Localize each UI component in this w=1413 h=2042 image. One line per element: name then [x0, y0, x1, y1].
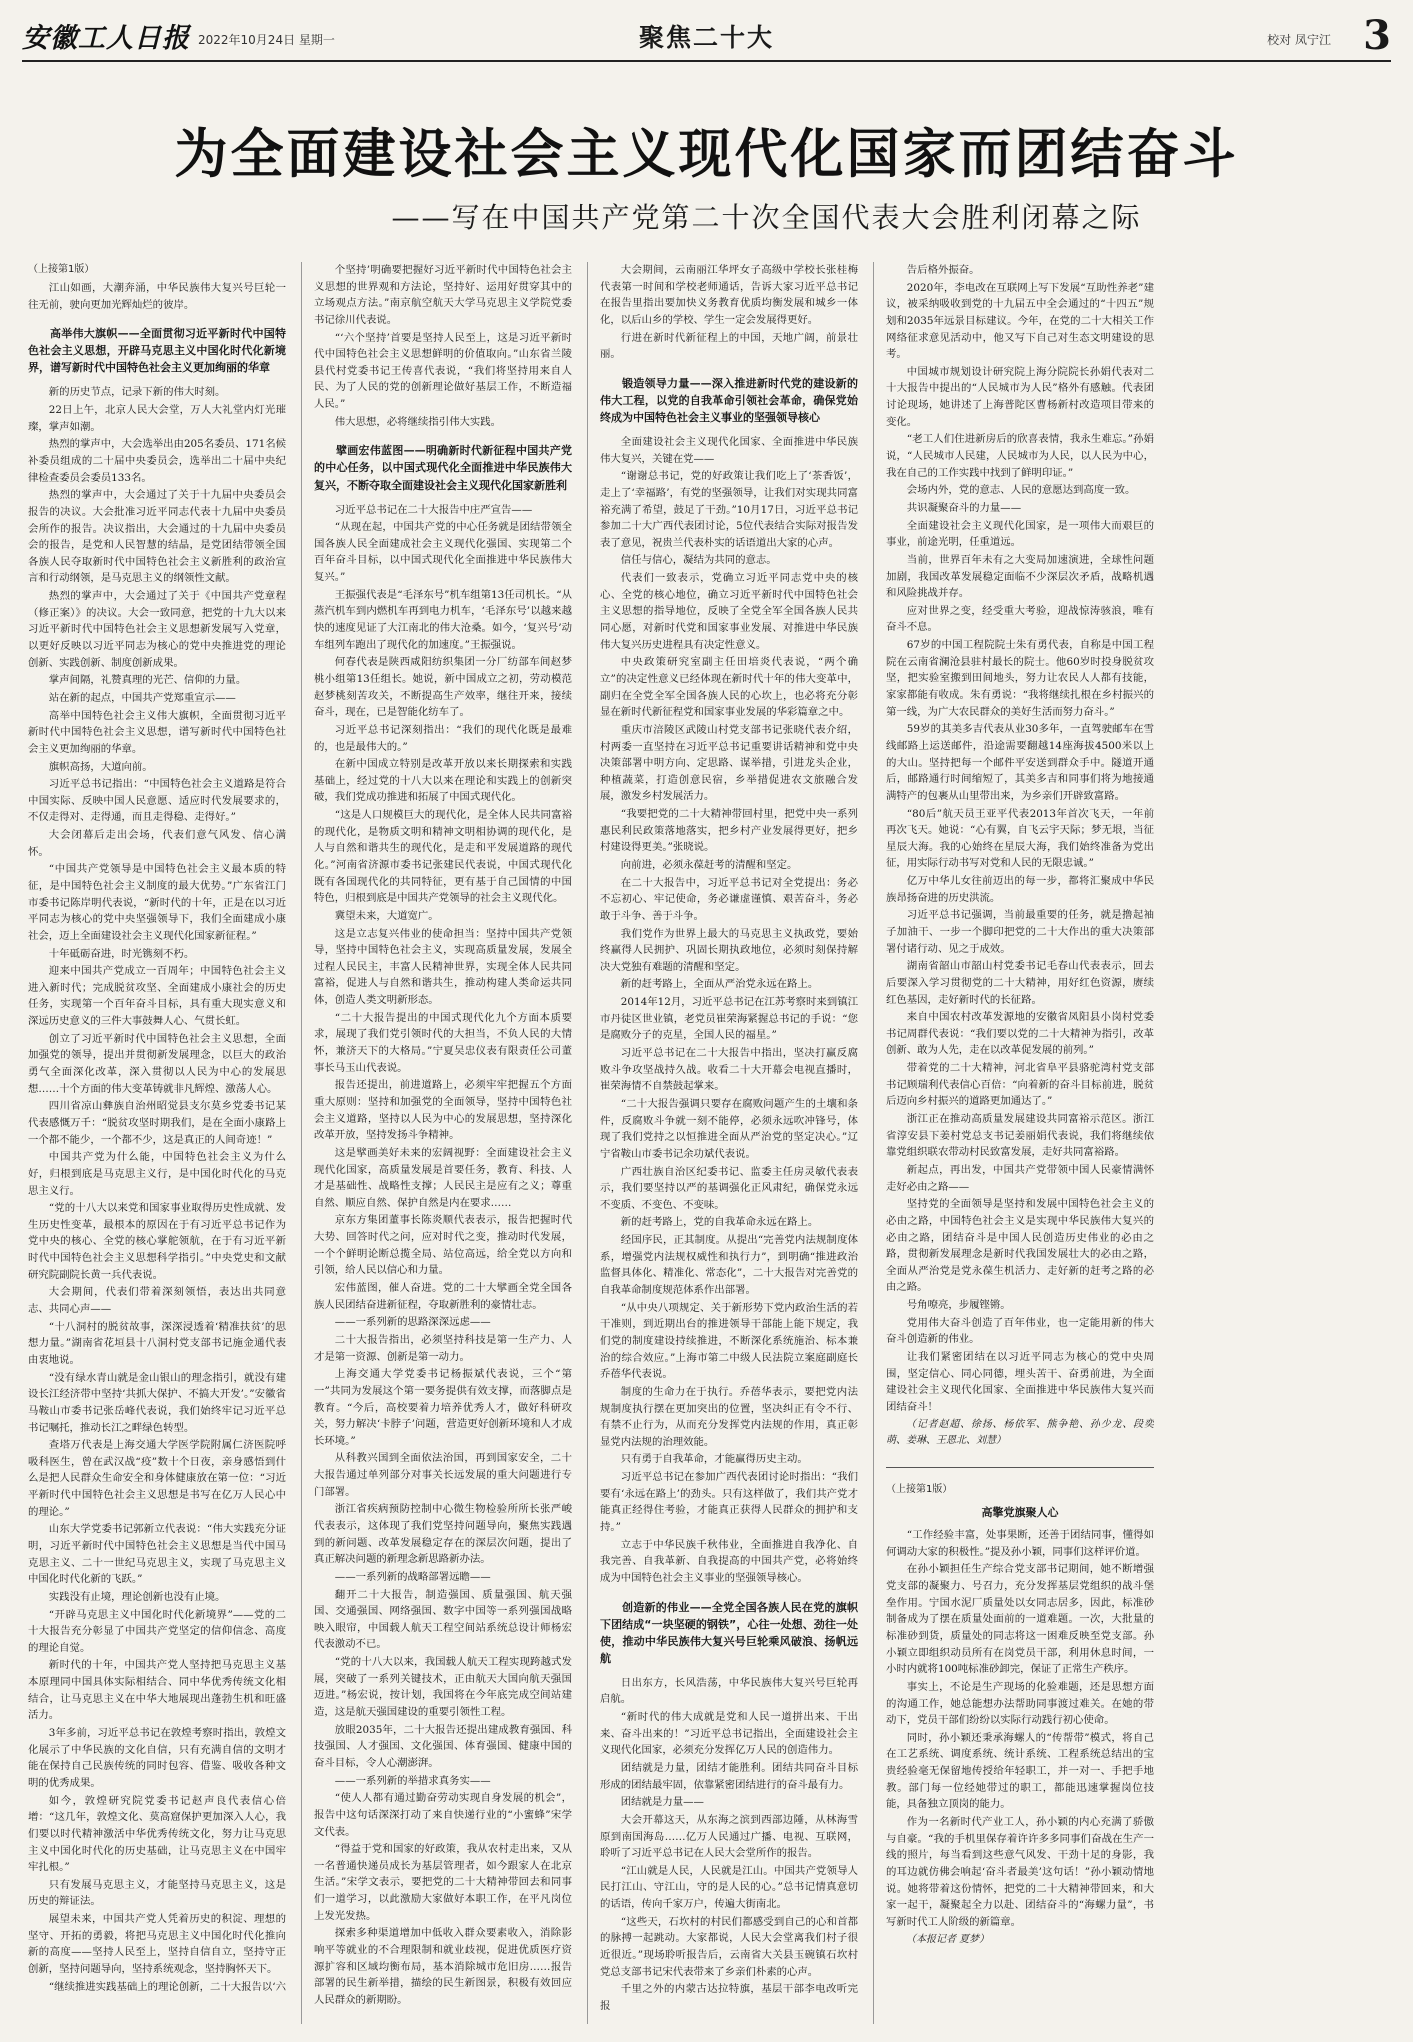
paragraph: 山东大学党委书记郭新立代表说：“伟大实践充分证明，习近平新时代中国特色社会主义思想是当代中国马克思主义、二十一世纪马克思主义，实现了马克思主义中国化时代化新的飞跃。” — [28, 1523, 286, 1586]
paragraph: 王振强代表是“毛泽东号”机车组第13任司机长。“从蒸汽机车到内燃机车再到电力机车，‘毛泽东号’以越来越快的速度见证了大江南北的伟大沧桑。如今，‘复兴号’动车组列车跑出了现代化的加速度。”王振强说。 — [314, 588, 572, 651]
article-subheadline: ——写在中国共产党第二十次全国代表大会胜利闭幕之际 — [391, 201, 1142, 234]
paragraph: 习近平总书记在参加广西代表团讨论时指出：“我们要有‘永远在路上’的劲头。只有这样做了，我们共产党才能真正经得住考验，才能真正获得人民群众的拥护和支持。” — [600, 1471, 858, 1533]
paragraph: 习近平总书记强调，当前最重要的任务，就是撸起袖子加油干、一步一个脚印把党的二十大作出的重大决策部署付诸行动、见之于成效。 — [886, 909, 1154, 955]
side-story-title: 高擎党旗聚人心 — [981, 1505, 1059, 1519]
paragraph: 全面建设社会主义现代化国家、全面推进中华民族伟大复兴，关键在党—— — [600, 435, 858, 465]
paragraph: 59岁的其美多吉代表从业30多年，一直驾驶邮车在雪线邮路上运送邮件，沿途需要翻越14座海拔4500米以上的大山。坚持把每一个邮件平安送到群众手中。隧道开通后，邮路通行时间缩短了，其美多吉和同事们将为地接通满特产的包裹从山里带出来，为乡亲们开辟致富路。 — [886, 723, 1154, 802]
paragraph: 习近平总书记深刻指出：“我们的现代化既是最难的，也是最伟大的。” — [314, 723, 572, 753]
paragraph: “继续推进实践基础上的理论创新，二十大报告以‘六 — [48, 1980, 286, 1993]
paragraph: 党用伟大奋斗创造了百年伟业，也一定能用新的伟大奋斗创造新的伟业。 — [886, 1316, 1154, 1346]
paragraph: “新时代的伟大成就是党和人民一道拼出来、干出来、奋斗出来的！”习近平总书记指出，全面建设社会主义现代化国家，必须充分发挥亿万人民的创造伟力。 — [600, 1711, 858, 1757]
paragraph: 热烈的掌声中，大会通过了关于十九届中央委员会报告的决议。大会批准习近平同志代表十九届中央委员会所作的报告。决议指出，大会通过的十九届中央委员会的报告，是党和人民智慧的结晶，是党团结带领全国各族人民夺取新时代中国特色社会主义新胜利的政治宣言和行动纲领，是马克思主义的纲领性文献。 — [28, 489, 286, 585]
section-heading: 锻造领导力量——深入推进新时代党的建设新的伟大工程，以党的自我革命引领社会革命，确保党始终成为中国特色社会主义事业的坚强领导核心 — [600, 376, 858, 424]
section-title: 聚焦二十大 — [638, 23, 774, 52]
section-heading: 擘画宏伟蓝图——明确新时代新征程中国共产党的中心任务，以中国式现代化全面推进中华民族伟大复兴，不断夺取全面建设社会主义现代化国家新胜利 — [314, 444, 572, 492]
paragraph: 制度的生命力在于执行。乔蓓华表示，要把党内法规制度执行摆在更加突出的位置，坚决纠正有令不行、有禁不止行为，从而充分发挥党内法规的作用，真正彰显党内法规的治理效能。 — [600, 1385, 858, 1448]
paragraph: 站在新的起点，中国共产党郑重宣示—— — [48, 691, 236, 704]
article-headline: 为全面建设社会主义现代化国家而团结奋斗 — [174, 124, 1239, 185]
paragraph: 22日上午，北京人民大会堂，万人大礼堂内灯光璀璨，掌声如潮。 — [28, 404, 286, 433]
paragraph: 立志于中华民族千秋伟业，全面推进自我净化、自我完善、自我革新、自我提高的中国共产党，必将始终成为中国特色社会主义事业的坚强领导核心。 — [600, 1538, 858, 1584]
paragraph: “中国共产党领导是中国特色社会主义最本质的特征，是中国特色社会主义制度的最大优势。”广东省江门市委书记陈岸明代表说，“新时代的十年，正是在以习近平同志为核心的党中央坚强领导下，我们全面建成小康社会，迈上全面建设社会主义现代化国家新征程。” — [28, 863, 286, 942]
paragraph: “党的十八大以来党和国家事业取得历史性成就、发生历史性变革，最根本的原因在于有习近平总书记作为党中央的核心、全党的核心掌舵领航，在于有习近平新时代中国特色社会主义思想科学指引。”中央党史和文献研究院副院长黄一兵代表说。 — [28, 1202, 286, 1281]
paragraph: 报告还提出，前进道路上，必须牢牢把握五个方面重大原则：坚持和加强党的全面领导，坚持中国特色社会主义道路，坚持以人民为中心的发展思想，坚持深化改革开放，坚持发扬斗争精神。 — [314, 1079, 572, 1142]
paragraph: 冀望未来，大道宽广。 — [334, 909, 439, 922]
paragraph: 代表们一致表示，党确立习近平同志党中央的核心、全党的核心地位，确立习近平新时代中国特色社会主义思想的指导地位，反映了全党全军全国各族人民共同心愿，对新时代党和国家事业发展、对推进中华民族伟大复兴历史进程具有决定性意义。 — [600, 572, 858, 651]
paragraph: 这是立志复兴伟业的使命担当：坚持中国共产党领导，坚持中国特色社会主义，实现高质量发展，发展全过程人民民主，丰富人民精神世界，实现全体人民共同富裕，促进人与自然和谐共生，推动构建人类命运共同体，创造人类文明新形态。 — [314, 927, 572, 1007]
paragraph: 浙江省疾病预防控制中心微生物检验所所长张严峻代表表示，这体现了我们党坚持问题导向，聚焦实践遇到的新问题、改革发展稳定存在的深层次问题，提出了真正解决问题的新理念新思路新办法。 — [314, 1503, 572, 1566]
paragraph: 掌声间隔，礼赞真理的光芒、信仰的力量。 — [48, 674, 247, 687]
paragraph: 事实上，不论是生产现场的化验难题，还是思想方面的沟通工作，她总能想办法帮助同事渡过难关。在她的带动下，党员干部们纷纷以实际行动践行初心使命。 — [886, 1680, 1154, 1727]
paragraph: ——一系列新的思路深深远虑—— — [334, 1316, 491, 1329]
paragraph: “党的十八大以来，我国载人航天工程实现跨越式发展，突破了一系列关键技术，正由航天大国向航天强国迈进。”杨宏说，按计划，我国将在今年底完成空间站建造，这是航天强国建设的重要引领性工程。 — [314, 1656, 572, 1719]
paragraph: 告后格外振奋。 — [906, 264, 980, 276]
paragraph: 新时代的十年，中国共产党人坚持把马克思主义基本原理同中国具体实际相结合、同中华优秀传统文化相结合，让马克思主义在中华大地展现出蓬勃生机和旺盛活力。 — [28, 1659, 286, 1722]
paragraph: 让我们紧密团结在以习近平同志为核心的党中央周围，坚定信心、同心同德，埋头苦干、奋勇前进，为全面建设社会主义现代化国家、全面推进中华民族伟大复兴而团结奋斗！ — [886, 1351, 1154, 1413]
article-column-1 — [28, 262, 286, 2024]
newspaper-logo: 安徽工人日报 — [22, 23, 190, 54]
issue-date: 2022年10月24日 星期一 — [198, 33, 335, 47]
paragraph: “谢谢总书记，党的好政策让我们吃上了‘茶香饭’，走上了‘幸福路’，有党的坚强领导，让我们对实现共同富裕充满了希望，鼓足了干劲。”10月17日，习近平总书记参加二十大广西代表团讨论，5位代表结合实际对报告发表了意见，祝贵兰代表朴实的话语道出大家的心声。 — [600, 470, 858, 549]
paragraph: 只有发展马克思主义，才能坚持马克思主义，这是历史的辩证法。 — [28, 1878, 286, 1908]
paragraph: 中央政策研究室副主任田培炎代表说，“两个确立”的决定性意义已经体现在新时代十年的伟大变革中，副归在全党全军全国各族人民的心坎上，也必将充分彰显在新时代新征程党和国家事业发展的华彩篇章之中。 — [600, 656, 858, 719]
paragraph: “老工人们住进新房后的欣喜表情，我永生难忘。”孙娟说，“人民城市人民建，人民城市为人民，以人民为中心，我在自己的工作实践中找到了鲜明印证。” — [886, 433, 1154, 479]
section-heading: 高举伟大旗帜——全面贯彻习近平新时代中国特色社会主义思想，开辟马克思主义中国化时代化新境界，谱写新时代中国特色社会主义更加绚丽的华章 — [28, 327, 286, 375]
paragraph: “我要把党的二十大精神带回村里，把党中央一系列惠民利民政策落地落实，把乡村产业发展得更好，把乡村建设得更美。”张晓说。 — [600, 808, 858, 854]
paragraph: “开辟马克思主义中国化时代化新境界”——党的二十大报告充分彰显了中国共产党坚定的信仰信念、高度的理论自觉。 — [28, 1608, 286, 1654]
paragraph: 上海交通大学党委书记杨振斌代表说，三个“第一”共同为发展这个第一要务提供有效支撑，而落脚点是教育。“今后，高校要着力培养优秀人才，做好科研攻关，努力解决‘卡脖子’问题，营造更好创新环境和人才成长环境。” — [314, 1368, 572, 1447]
paragraph: “二十大报告强调只要存在腐败问题产生的土壤和条件，反腐败斗争就一刻不能停，必须永远吹冲锋号，体现了我们党持之以恒推进全面从严治党的坚定决心。”辽宁省鞍山市委书记余功斌代表说。 — [600, 1097, 858, 1160]
paragraph: 在二十大报告中，习近平总书记对全党提出：务必不忘初心、牢记使命，务必谦虚谨慎、艰苦奋斗，务必敢于斗争、善于斗争。 — [600, 876, 858, 922]
paragraph: “80后”航天员王亚平代表2013年首次飞天，一年前再次飞天。她说：“心有翼，自飞云宇天际；梦无垠，当征星辰大海。我的心始终在星辰大海，我们始终准备为党出征，用实际行动书写对党和人民的无限忠诚。” — [886, 807, 1154, 870]
paragraph: 迎来中国共产党成立一百周年；中国特色社会主义进入新时代；完成脱贫攻坚、全面建成小康社会的历史任务，实现第一个百年奋斗目标，具有重大现实意义和深远历史意义的三件大事鼓舞人心、气贯长虹。 — [28, 965, 286, 1028]
paragraph: “没有绿水青山就是金山银山的理念指引，就没有建设长江经济带中坚持‘共抓大保护、不搞大开发’。”安徽省马鞍山市委书记张岳峰代表说，我们始终牢记习近平总书记嘱托，推动长江之畔绿色转型。 — [28, 1371, 286, 1434]
paragraph: 热烈的掌声中，大会选举出由205名委员、171名候补委员组成的二十届中央委员会，选举出二十届中央纪律检查委员会委员133名。 — [28, 438, 286, 484]
paragraph: 京东方集团董事长陈炎顺代表表示，报告把握时代大势、回答时代之问，应对时代之变，推动时代发展，一个个鲜明论断总揽全局、站位高远，给全党以方向和引领，给人民以信心和力量。 — [314, 1214, 572, 1277]
paragraph: 大会闭幕后走出会场，代表们意气风发、信心满怀。 — [28, 829, 286, 858]
paragraph: 创立了习近平新时代中国特色社会主义思想，全面加强党的领导，提出并贯彻新发展理念，以巨大的政治勇气全面深化改革，深入贯彻以人民为中心的发展思想……十个方面的伟大变革铸就非凡辉煌、激荡人心。 — [28, 1032, 286, 1095]
paragraph: 旗帜高扬，大道向前。 — [48, 760, 153, 773]
paragraph: 只有勇于自我革命，才能赢得历史主动。 — [620, 1453, 808, 1466]
column-divider — [587, 262, 588, 2024]
paragraph: 作为一名新时代产业工人，孙小颖的内心充满了骄傲与自豪。“我的手机里保存着许许多多同事们奋战在生产一线的照片，每当看到这些意气风发、干劲十足的身影，我的耳边就仿佛会响起‘奋斗者最美’这句话！”孙小颖动情地说。她将带着这份情怀，把党的二十大精神带回来，和大家一起干，凝聚起全力以赴、团结奋斗的“海螺力量”，书写新时代工人阶级的新篇章。 — [886, 1816, 1154, 1928]
paragraph: 全面建设社会主义现代化国家，是一项伟大而艰巨的事业，前途光明，任重道远。 — [886, 519, 1154, 549]
paragraph: 新起点，再出发，中国共产党带领中国人民豪情满怀走好必由之路—— — [886, 1163, 1154, 1193]
paragraph: 热烈的掌声中，大会通过了关于《中国共产党章程（修正案）》的决议。大会一致同意，把党的十九大以来习近平新时代中国特色社会主义思想新发展写入党章，以更好反映以习近平同志为核心的党中央推进党的理论创新、实践创新、制度创新成果。 — [28, 590, 286, 669]
paragraph: 行进在新时代新征程上的中国，天地广阔，前景壮丽。 — [600, 331, 858, 361]
paragraph: 翻开二十大报告，制造强国、质量强国、航天强国、交通强国、网络强国、数字中国等一系列强国战略映入眼帘，中国载人航天工程空间站系统总设计师杨宏代表激动不已。 — [314, 1588, 572, 1651]
paragraph: 浙江正在推动高质量发展建设共同富裕示范区。浙江省淳安县下姜村党总支书记姜丽娟代表说，我们将继续依靠党组织联农带动村民致富发展，走好共同富裕路。 — [886, 1113, 1154, 1159]
paragraph: 在新中国成立特别是改革开放以来长期探索和实践基础上，经过党的十八大以来在理论和实践上的创新突破，我们党成功推进和拓展了中国式现代化。 — [314, 758, 572, 804]
paragraph: “使人人都有通过勤奋劳动实现自身发展的机会”，报告中这句话深深打动了来自快递行业的“小蜜蜂”宋学文代表。 — [314, 1792, 572, 1838]
paragraph: 湖南省韶山市韶山村党委书记毛春山代表表示，回去后要深入学习贯彻党的二十大精神，用好红色资源，赓续红色基因，走好新时代的长征路。 — [886, 960, 1154, 1006]
paragraph: 应对世界之变，经受重大考验，迎战惊涛骇浪，唯有奋斗不息。 — [886, 604, 1154, 634]
paragraph: 向前进，必须永葆赶考的清醒和坚定。 — [620, 859, 798, 871]
paragraph: 大会期间，云南丽江华坪女子高级中学校长张桂梅代表第一时间和学校老师通话，告诉大家习近平总书记在报告里指出要加快义务教育优质均衡发展和城乡一体化，以后山乡的学校、学生一定会发展得更好。 — [600, 264, 858, 326]
paragraph: “江山就是人民，人民就是江山。中国共产党领导人民打江山、守江山，守的是人民的心。”总书记情真意切的话语，传向千家万户，传遍大街南北。 — [600, 1864, 858, 1911]
masthead — [22, 12, 1391, 59]
column-divider — [873, 262, 874, 2024]
paragraph: 习近平总书记在二十大报告中庄严宣告—— — [334, 503, 533, 516]
paragraph: 十年砥砺奋进，时光镌刻不朽。 — [48, 947, 195, 960]
paragraph: “从中央八项规定、关于新形势下党内政治生活的若干准则，到近期出台的推进领导干部能上能下规定，我们党的制度建设持续推进，不断深化系统施治、标本兼治的综合效应。”上海市第二中级人民法院立案庭副庭长乔蓓华代表说。 — [600, 1301, 858, 1381]
paragraph: 大会开幕这天，从东海之滨到西部边陲，从林海雪原到南国海岛……亿万人民通过广播、电视、互联网，聆听了习近平总书记在人民大会堂所作的报告。 — [600, 1813, 858, 1860]
paragraph: 信任与信心，凝结为共同的意志。 — [620, 554, 777, 567]
page-number: 3 — [1363, 12, 1391, 59]
paragraph: 日出东方，长风浩荡，中华民族伟大复兴号巨轮再启航。 — [600, 1676, 858, 1706]
paragraph: 重庆市涪陵区武陵山村党支部书记张晓代表介绍，村两委一直坚持在习近平总书记重要讲话精神和党中央决策部署中明方向、定思路、谋举措，引进龙头企业，种植蔬菜，打造创意民宿，乡举措促进农文旅融合发展，激发乡村发展活力。 — [600, 723, 858, 803]
paragraph: 新的历史节点，记录下新的伟大时刻。 — [48, 386, 226, 399]
paragraph: “这是人口规模巨大的现代化，是全体人民共同富裕的现代化，是物质文明和精神文明相协调的现代化，是人与自然和谐共生的现代化，是走和平发展道路的现代化。”河南省济源市委书记张建民代表说，中国式现代化既有各国现代化的共同特征，更有基于自己国情的中国特色，归根到底是中国共产党领导的社会主义现代化。 — [314, 809, 572, 905]
paragraph: “得益于党和国家的好政策，我从农村走出来，又从一名普通快递员成长为基层管理者，如今跟家人在北京生活。”宋学文表示，要把党的二十大精神带回去和同事们一道学习，以此激励大家做好本职工作，在平凡岗位上发光发热。 — [314, 1843, 572, 1922]
paragraph: “工作经验丰富，处事果断，还善于团结同事，懂得如何调动大家的积极性。”提及孙小颖，同事们这样评价道。 — [886, 1529, 1154, 1558]
paragraph: 2020年，李电改在互联网上写下发展“互助性养老”建议，被采纳吸收到党的十九届五中全会通过的“十四五”规划和2035年远景目标建议。今年，在党的二十大相关工作网络征求意见活动中，他又写下自己对生态文明建设的思考。 — [886, 281, 1154, 361]
paragraph: 伟大思想，必将继续指引伟大实践。 — [334, 415, 502, 428]
paragraph: 如今，敦煌研究院党委书记赵声良代表信心倍增：“这几年，敦煌文化、莫高窟保护更加深入人心，我们要以时代精神激活中华优秀传统文化，努力让马克思主义中国化时代化的历史基础，让马克思主义在中国牢牢扎根。” — [28, 1794, 286, 1874]
paragraph: 团结就是力量—— — [620, 1796, 704, 1809]
paragraph: 千里之外的内蒙古达拉特旗，基层干部李电改听完报 — [600, 1983, 858, 2012]
paragraph: 同时，孙小颖还秉承海螺人的“传帮带”模式，将自己在工艺系统、调度系统、统计系统、工程系统总结出的宝贵经验毫无保留地传授给年轻职工，并一对一、手把手地教。部门每一位经她带过的职工，都能迅速掌握岗位技能，具备独立顶岗的能力。 — [886, 1731, 1154, 1811]
section-heading: 创造新的伟业——全党全国各族人民在党的旗帜下团结成“一块坚硬的钢铁”，心往一处想、劲往一处使，推动中华民族伟大复兴号巨轮乘风破浪、扬帆远航 — [600, 1600, 858, 1665]
paragraph: 广西壮族自治区纪委书记、监委主任房灵敏代表表示，我们要坚持以严的基调强化正风肃纪，确保党永远不变质、不变色、不变味。 — [600, 1165, 858, 1211]
paragraph: “二十大报告提出的中国式现代化九个方面本质要求，展现了我们党引领时代的大担当，不负人民的大情怀，兼济天下的大格局。”宁夏吴忠仪表有限责任公司董事长马玉山代表说。 — [314, 1011, 572, 1074]
article-column-3 — [600, 262, 858, 2024]
paragraph: 探索多种渠道增加中低收入群众要素收入，消除影响平等就业的不合理限制和就业歧视，促进优质医疗资源扩容和区域均衡布局，基本消除城市危旧房……报告部署的民生新举措，描绘的民生新图景，积极有效回应人民群众的新期盼。 — [314, 1927, 572, 2006]
paragraph: 宏伟蓝图，催人奋进。党的二十大擘画全党全国各族人民团结奋进新征程，夺取新胜利的豪情壮志。 — [314, 1282, 572, 1311]
paragraph: 大会期间，代表们带着深刻领悟，表达出共同意志、共同心声—— — [28, 1286, 286, 1316]
column-divider — [301, 262, 302, 2024]
paragraph: 实践没有止境，理论创新也没有止境。 — [48, 1590, 226, 1603]
paragraph: 号角嘹亮，步履铿锵。 — [906, 1299, 1011, 1312]
paragraph: 67岁的中国工程院院士朱有勇代表，自称是中国工程院在云南省澜沧县驻村最长的院士。他60岁时投身脱贫攻坚，把实验室搬到田间地头，努力让农民人人都有技能，家家都能有收成。朱有勇说：“我将继续扎根在乡村振兴的第一线，为广大农民群众的美好生活而努力奋斗。” — [886, 639, 1154, 718]
byline: （本报记者 夏梦） — [906, 1933, 990, 1945]
masthead-divider — [22, 60, 1391, 62]
paragraph: 2014年12月，习近平总书记在江苏考察时来到镇江市丹徒区世业镇，老党员崔荣海紧握总书记的手说：“您是腐败分子的克星，全国人民的福星。” — [600, 996, 858, 1042]
paragraph: 高举中国特色社会主义伟大旗帜，全面贯彻习近平新时代中国特色社会主义思想，谱写新时代中国特色社会主义更加绚丽的华章。 — [28, 709, 286, 755]
continued-note: （上接第1版） — [28, 264, 95, 275]
paragraph: 何春代表是陕西咸阳纺织集团一分厂纺部车间赵梦桃小组第13任组长。她说，新中国成立之初，劳动模范赵梦桃刻苦攻关，不断提高生产效率，继往开来，接续奋斗，现在，已是智能化纺车了。 — [314, 656, 572, 719]
paragraph: 这是擘画美好未来的宏阔视野：全面建设社会主义现代化国家，高质量发展是首要任务，教育、科技、人才是基础性、战略性支撑；人民民主是应有之义；尊重自然、顺应自然、保护自然是内在要求…… — [314, 1146, 572, 1209]
paragraph: 展望未来，中国共产党人凭着历史的积淀、理想的坚守、开拓的勇毅，将把马克思主义中国化时代化推向新的高度——坚持人民至上，坚持自信自立，坚持守正创新，坚持问题导向，坚持系统观念，坚持胸怀天下。 — [28, 1913, 286, 1975]
paragraph: 在孙小颖担任生产综合党支部书记期间，她不断增强党支部的凝聚力、号召力，充分发挥基层党组织的战斗堡垒作用。宁国水泥厂质量处以女同志居多，因此，标准砂制备成为了摆在质量处面前的一道难题。一次，大批量的标准砂到货，质量处的同志将这一困难反映至党支部。孙小颖立即组织动员所有在岗党员干部，利用休息时间，一小时内就将100吨标准砂卸完，保证了正常生产秩序。 — [886, 1563, 1154, 1676]
paragraph: 亿万中华儿女往前迈出的每一步，都将汇聚成中华民族昂扬奋进的历史洪流。 — [886, 875, 1154, 904]
paragraph: 新的赶考路上，党的自我革命永远在路上。 — [620, 1216, 819, 1229]
paragraph: 坚持党的全面领导是坚持和发展中国特色社会主义的必由之路，中国特色社会主义是实现中华民族伟大复兴的必由之路，团结奋斗是中国人民创造历史伟业的必由之路，贯彻新发展理念是新时代我国发展壮大的必由之路，全面从严治党是党永葆生机活力、走好新的赶考之路的必由之路。 — [886, 1198, 1154, 1294]
paragraph: 习近平总书记指出：“中国特色社会主义道路是符合中国实际、反映中国人民意愿、适应时代发展要求的，不仅走得对、走得通，而且走得稳、走得好。” — [28, 778, 286, 824]
paragraph: 四川省凉山彝族自治州昭觉县支尔莫乡党委书记某代表感慨万千：“脱贫攻坚时期我们，是在全面小康路上一个都不能少，一个都不少，这是真正的人间奇迹！” — [28, 1100, 286, 1146]
paragraph: 习近平总书记在二十大报告中指出，坚决打赢反腐败斗争攻坚战持久战。收看二十大开幕会电视直播时，崔荣海情不自禁鼓起掌来。 — [600, 1047, 858, 1093]
paragraph: 带着党的二十大精神，河北省阜平县骆驼湾村党支部书记顾瑞利代表信心百倍：“向着新的奋斗目标前进，脱贫后迈向乡村振兴的道路更加通达了。” — [886, 1062, 1154, 1108]
paragraph: 从科教兴国到全面依法治国，再到国家安全，二十大报告通过单列部分对事关长远发展的重大问题进行专门部署。 — [314, 1452, 572, 1498]
paragraph: 来自中国农村改革发源地的安徽省凤阳县小岗村党委书记周群代表说：“我们要以党的二十大精神为指引，改革创新、敢为人先，走在以改革促发展的前列。” — [886, 1011, 1154, 1057]
paragraph: ——一系列新的战略部署远瞻—— — [334, 1570, 491, 1583]
paragraph: 中国城市规划设计研究院上海分院院长孙娟代表对二十大报告中提出的“人民城市为人民”格外有感触。代表团讨论现场，她讲述了上海普陀区曹杨新村改造项目带来的变化。 — [886, 365, 1154, 428]
story-divider — [886, 1467, 1154, 1468]
byline: （记者赵超、徐扬、杨依军、熊争艳、孙少龙、段奕萌、姜琳、王恩北、刘慧） — [886, 1418, 1154, 1446]
paragraph: 二十大报告指出，必须坚持科技是第一生产力、人才是第一资源、创新是第一动力。 — [314, 1333, 572, 1363]
paragraph: 共识凝聚奋斗的力量—— — [906, 501, 1022, 514]
paragraph: 个坚持’明确要把握好习近平新时代中国特色社会主义思想的世界观和方法论，坚持好、运用好贯穿其中的立场观点方法。”南京航空航天大学马克思主义学院党委书记徐川代表说。 — [314, 264, 572, 326]
paragraph: 当前，世界百年未有之大变局加速演进，全球性问题加剧，我国改革发展稳定面临不少深层次矛盾，战略机遇和风险挑战并存。 — [886, 553, 1154, 600]
paragraph: 放眼2035年，二十大报告还提出建成教育强国、科技强国、人才强国、文化强国、体育强国、健康中国的奋斗目标，令人心潮澎湃。 — [314, 1723, 572, 1769]
article-column-2 — [314, 262, 572, 2024]
paragraph: 3年多前，习近平总书记在敦煌考察时指出，敦煌文化展示了中华民族的文化自信，只有充满自信的文明才能在保持自己民族传统的同时包容、借鉴、吸收各种文明的优秀成果。 — [28, 1727, 286, 1789]
paragraph: 查塔万代表是上海交通大学医学院附属仁济医院呼吸科医生，曾在武汉战“疫”数十个日夜，亲身感悟到什么是把人民群众生命安全和身体健康放在第一位：“习近平新时代中国特色社会主义思想是书写在亿万人民心中的理论。” — [28, 1439, 286, 1518]
paragraph: 新的赶考路上，全面从严治党永远在路上。 — [620, 978, 819, 991]
paragraph: 中国共产党为什么能，中国特色社会主义为什么好，归根到底是马克思主义行，是中国化时代化的马克思主义行。 — [28, 1151, 286, 1197]
paragraph: 经国序民，正其制度。从提出“完善党内法规制度体系，增强党内法规权威性和执行力”，到明确“推进政治监督具体化、精准化、常态化”，二十大报告对完善党的自我革命制度规范体系作出部署。 — [600, 1234, 858, 1297]
article-column-4 — [886, 262, 1154, 2024]
paragraph: “这些天，石坎村的村民们都感受到自己的心和首都的脉搏一起跳动。大家都说，人民大会堂离我们村子很近很近。”现场聆听报告后，云南省大关县玉碗镇石坎村党总支部书记宋代表带来了乡亲们朴素的心声。 — [600, 1915, 858, 1978]
proofreader-credit: 校对 凤宁江 — [1267, 33, 1331, 47]
continued-note: （上接第1版） — [886, 1483, 953, 1495]
paragraph: 我们党作为世界上最大的马克思主义执政党，要始终赢得人民拥护、巩固长期执政地位，必须时刻保持解决大党独有难题的清醒和坚定。 — [600, 927, 858, 973]
paragraph: “十八洞村的脱贫故事，深深浸透着‘精准扶贫’的思想力量。”湖南省花垣县十八洞村党支部书记施金通代表由衷地说。 — [28, 1320, 286, 1366]
paragraph: 会场内外，党的意志、人民的意愿达到高度一致。 — [906, 484, 1136, 497]
paragraph: ——一系列新的举措求真务实—— — [334, 1774, 491, 1787]
paragraph: 江山如画，大潮奔涌，中华民族伟大复兴号巨轮一往无前，驶向更加光辉灿烂的彼岸。 — [28, 282, 286, 311]
paragraph: “从现在起，中国共产党的中心任务就是团结带领全国各族人民全面建成社会主义现代化强国、实现第二个百年奋斗目标，以中国式现代化全面推进中华民族伟大复兴。” — [314, 521, 572, 584]
paragraph: “‘六个坚持’首要是坚持人民至上，这是习近平新时代中国特色社会主义思想鲜明的价值取向。”山东省兰陵县代村党委书记王传喜代表说，“我们将坚持用来自人民、为了人民的党的创新理论做好基层工作，不断造福人民。” — [314, 331, 572, 411]
paragraph: 团结就是力量，团结才能胜利。团结共同奋斗目标形成的团结最牢固，依靠紧密团结进行的奋斗最有力。 — [600, 1761, 858, 1791]
